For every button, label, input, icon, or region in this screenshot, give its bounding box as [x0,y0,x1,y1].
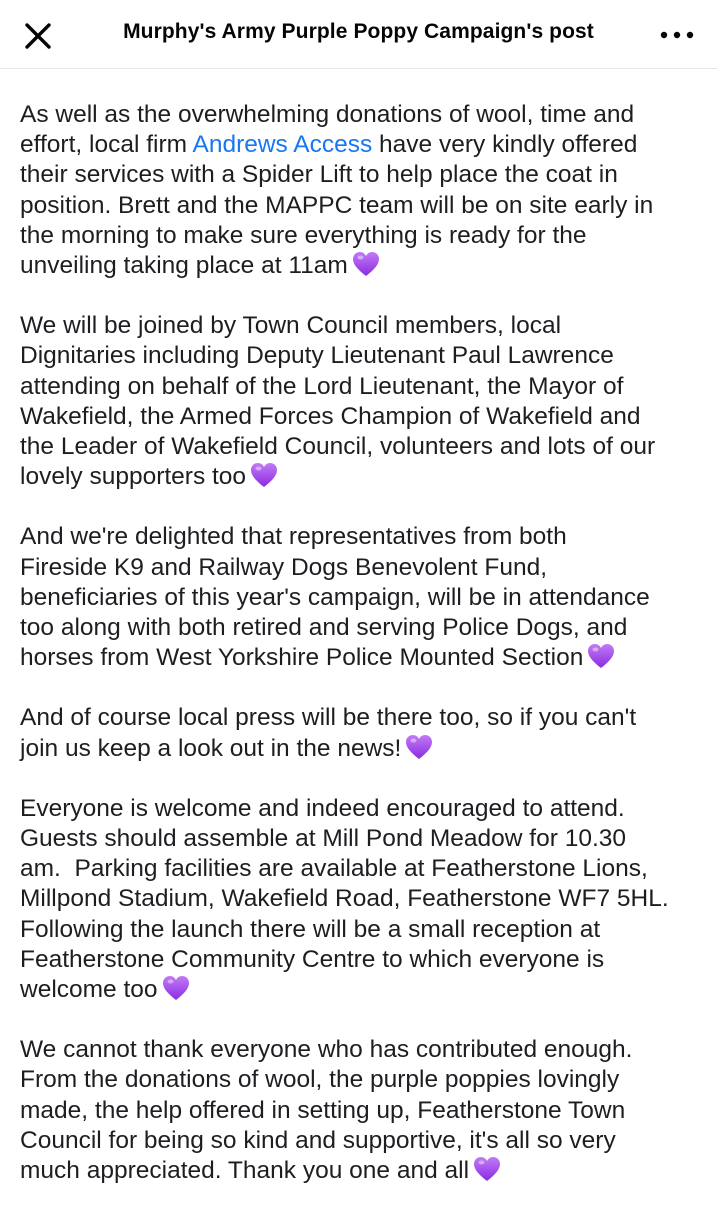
text-segment: much appreciated. Thank you one and all [20,1157,470,1185]
text-line: too along with both retired and serving Police Dogs, and [20,614,628,642]
post-header [0,0,717,69]
text-line: am. Parking facilities are available at Featherstone Lions, [20,855,648,883]
text-segment: horses from West Yorkshire Police Mounted Section [20,644,584,672]
post-body [20,100,705,1216]
paragraph-1 [20,100,705,281]
text-line: their services with a Spider Lift to help place the coat in [20,161,618,189]
purple-heart-icon [587,643,615,669]
paragraph-2 [20,311,705,492]
text-line: made, the help offered in setting up, Featherstone Town [20,1096,626,1124]
text-line [20,462,705,492]
text-line: Council for being so kind and supportive, it's all so very [20,1126,616,1154]
paragraph-5 [20,794,705,1005]
text-line: Following the launch there will be a small reception at [20,915,601,943]
purple-heart-icon [405,734,433,760]
text-line: And we're delighted that representatives from both [20,523,567,551]
andrews-access-link[interactable]: Andrews Access [192,131,373,159]
text-line [20,975,705,1005]
text-segment: lovely supporters too [20,463,247,491]
text-line: We will be joined by Town Council members, local [20,312,562,340]
text-line: Featherstone Community Centre to which everyone is [20,945,605,973]
purple-heart-icon [162,975,190,1001]
text-line: As well as the overwhelming donations of wool, time and [20,101,635,128]
paragraph-6 [20,1035,705,1186]
text-line [20,130,705,160]
text-line [20,643,705,673]
text-line: Everyone is welcome and indeed encouraged to attend. [20,794,625,822]
text-segment: have very kindly offered [372,131,638,159]
text-line: Wakefield, the Armed Forces Champion of Wakefield and [20,402,641,430]
purple-heart-icon [473,1156,501,1182]
purple-heart-icon [352,251,380,277]
text-line [20,734,705,764]
text-line: Millpond Stadium, Wakefield Road, Featherstone WF7 5HL. [20,885,669,913]
text-segment: welcome too [20,976,158,1004]
text-segment: effort, local firm [20,131,193,159]
more-options-icon[interactable] [659,30,695,40]
text-line: the Leader of Wakefield Council, volunteers and lots of our [20,433,656,461]
text-line: beneficiaries of this year's campaign, will be in attendance [20,583,650,611]
text-line: From the donations of wool, the purple poppies lovingly [20,1066,620,1094]
text-line: attending on behalf of the Lord Lieutenant, the Mayor of [20,372,624,400]
text-line: position. Brett and the MAPPC team will be on site early in [20,191,654,219]
text-line [20,1156,705,1186]
text-line: Dignitaries including Deputy Lieutenant Paul Lawrence [20,342,614,370]
paragraph-3 [20,522,705,673]
text-segment: unveiling taking place at 11am [20,252,348,280]
paragraph-4 [20,703,705,763]
text-line: the morning to make sure everything is ready for the [20,221,587,249]
text-line: Guests should assemble at Mill Pond Meadow for 10.30 [20,825,627,853]
text-line: Fireside K9 and Railway Dogs Benevolent Fund, [20,553,548,581]
text-line [20,251,705,281]
text-segment: join us keep a look out in the news! [20,734,402,762]
purple-heart-icon [250,462,278,488]
text-line: We cannot thank everyone who has contributed enough. [20,1036,633,1064]
page-title: Murphy's Army Purple Poppy Campaign's post [123,20,594,43]
text-line: And of course local press will be there too, so if you can't [20,704,637,732]
